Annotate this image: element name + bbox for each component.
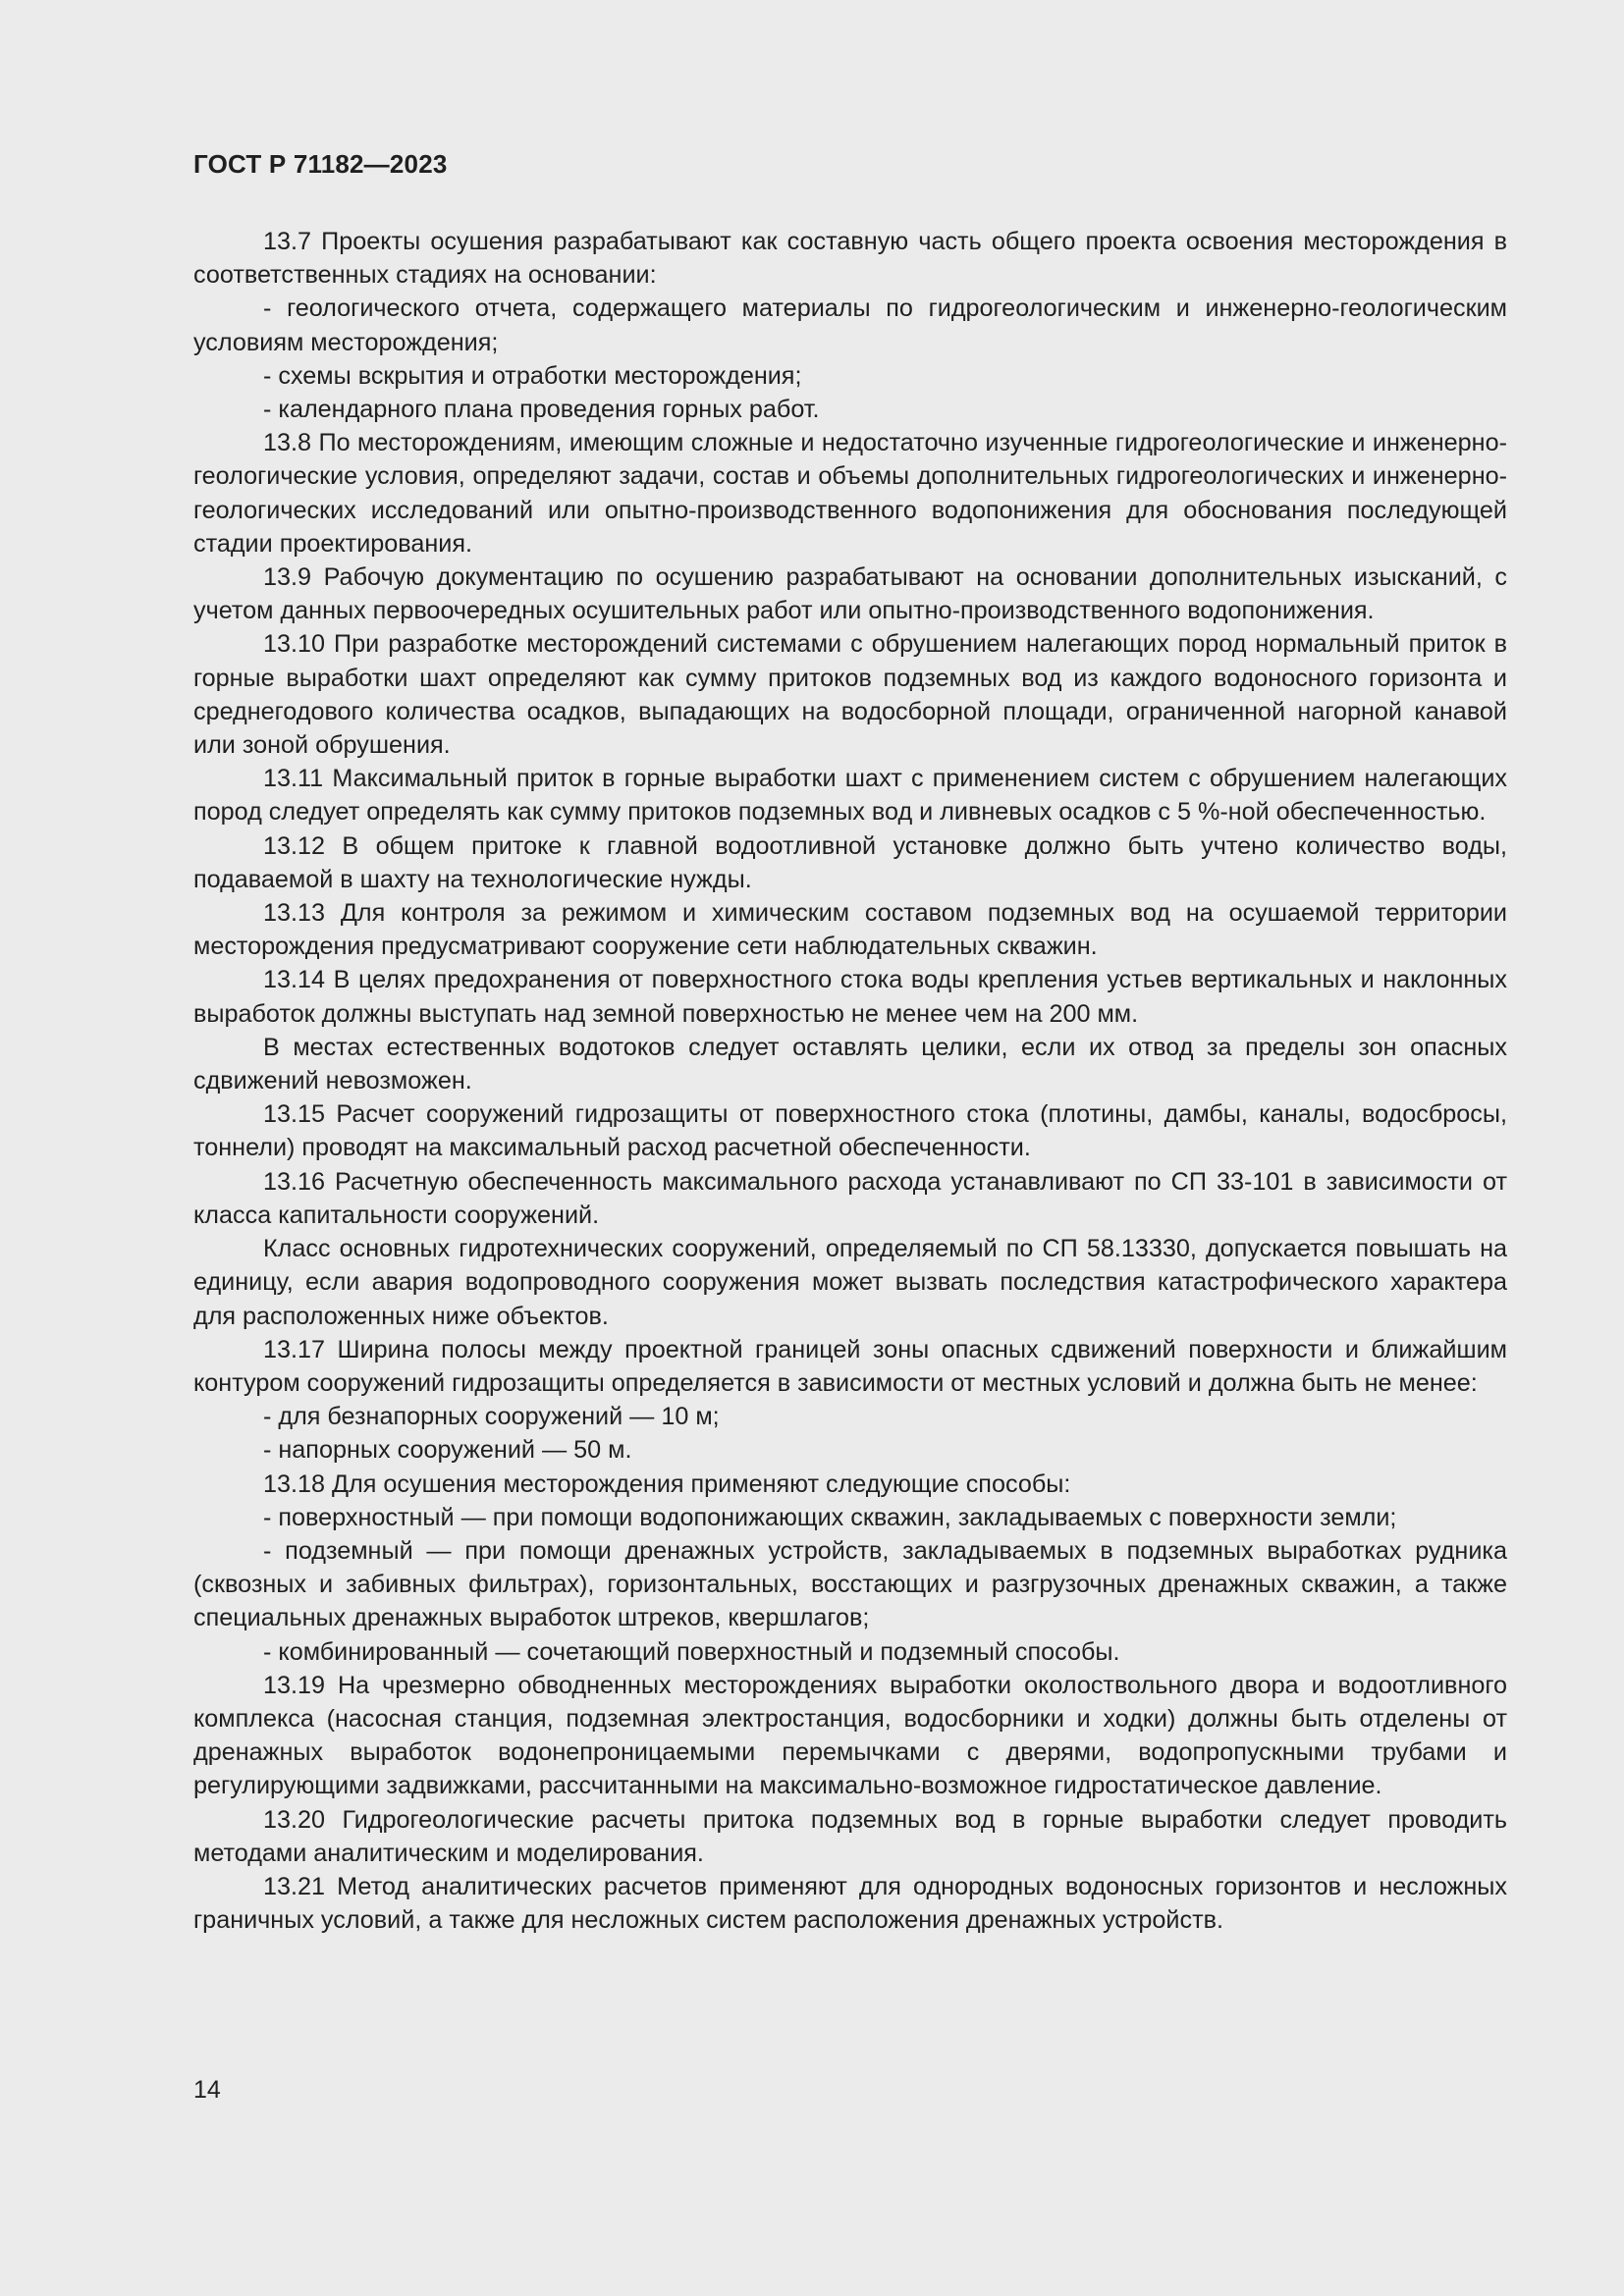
page-number: 14: [193, 2076, 221, 2104]
list-item: - поверхностный — при помощи водопонижающих скважин, закладываемых с поверхности земли;: [263, 1503, 1397, 1531]
clause-13-17: 13.17 Ширина полосы между проектной границей зоны опасных сдвижений поверхности и ближайшим контуром сооружений гидрозащиты определяется в зависимости от местных условий и должна быть не менее:: [193, 1335, 1507, 1397]
list-item: - схемы вскрытия и отработки месторождения;: [263, 361, 802, 390]
clause-13-19: 13.19 На чрезмерно обводненных месторождениях выработки околоствольного двора и водоотливного комплекса (насосная станция, подземная электростанция, водосборники и ходки) должны быть отделены от дренажных выработок водонепроницаемыми перемычками с дверями, водопропускными трубами и регулирующими задвижками, рассчитанными на максимально-возможное гидростатическое давление.: [193, 1671, 1507, 1800]
list-item: - напорных сооружений — 50 м.: [263, 1436, 632, 1465]
clause-13-14: 13.14 В целях предохранения от поверхностного стока воды крепления устьев вертикальных и наклонных выработок должны выступать над земной поверхностью не менее чем на 200 мм.: [193, 966, 1507, 1028]
clause-13-7: 13.7 Проекты осушения разрабатывают как составную часть общего проекта освоения месторождения в соответственных стадиях на основании:: [193, 228, 1507, 290]
clause-13-13: 13.13 Для контроля за режимом и химическим составом подземных вод на осушаемой территории месторождения предусматривают сооружение сети наблюдательных скважин.: [193, 899, 1507, 961]
clause-13-18: 13.18 Для осушения месторождения применяют следующие способы:: [263, 1469, 1071, 1498]
clause-13-11: 13.11 Максимальный приток в горные выработки шахт с применением систем с обрушением налегающих пород следует определять как сумму притоков подземных вод и ливневых осадков с 5 %-ной обеспеченностью.: [193, 765, 1507, 827]
clause-13-14-note: В местах естественных водотоков следует оставлять целики, если их отвод за пределы зон опасных сдвижений невозможен.: [193, 1033, 1507, 1095]
list-item: - для безнапорных сооружений — 10 м;: [263, 1403, 720, 1431]
document-body: [193, 225, 1507, 1937]
clause-13-21: 13.21 Метод аналитических расчетов применяют для однородных водоносных горизонтов и несложных граничных условий, а также для несложных систем расположения дренажных устройств.: [193, 1872, 1507, 1935]
list-item: - геологического отчета, содержащего материалы по гидрогеологическим и инженерно-геологическим условиям месторождения;: [193, 294, 1507, 356]
list-item: - подземный — при помощи дренажных устройств, закладываемых в подземных выработках рудника (сквозных и забивных фильтрах), горизонтальных, восстающих и разгрузочных дренажных скважин, а также специальных дренажных выработок штреков, квершлагов;: [193, 1536, 1507, 1632]
clause-13-9: 13.9 Рабочую документацию по осушению разрабатывают на основании дополнительных изысканий, с учетом данных первоочередных осушительных работ или опытно-производственного водопонижения.: [193, 563, 1507, 625]
clause-13-16: 13.16 Расчетную обеспеченность максимального расхода устанавливают по СП 33-101 в зависимости от класса капитальности сооружений.: [193, 1167, 1507, 1229]
list-item: - календарного плана проведения горных работ.: [263, 396, 820, 424]
clause-13-10: 13.10 При разработке месторождений системами с обрушением налегающих пород нормальный приток в горные выработки шахт определяют как сумму притоков подземных вод из каждого водоносного горизонта и среднегодового количества осадков, выпадающих на водосборной площади, ограниченной нагорной канавой или зоной обрушения.: [193, 630, 1507, 760]
clause-13-8: 13.8 По месторождениям, имеющим сложные и недостаточно изученные гидрогеологические и инженерно-геологические условия, определяют задачи, состав и объемы дополнительных гидрогеологических и инженерно-геологических исследований или опытно-производственного водопонижения для обоснования последующей стадии проектирования.: [193, 429, 1507, 558]
clause-13-15: 13.15 Расчет сооружений гидрозащиты от поверхностного стока (плотины, дамбы, каналы, водосбросы, тоннели) проводят на максимальный расход расчетной обеспеченности.: [193, 1100, 1507, 1162]
clause-13-16-note: Класс основных гидротехнических сооружений, определяемый по СП 58.13330, допускается повышать на единицу, если авария водопроводного сооружения может вызвать последствия катастрофического характера для расположенных ниже объектов.: [193, 1235, 1507, 1330]
list-item: - комбинированный — сочетающий поверхностный и подземный способы.: [263, 1637, 1120, 1666]
clause-13-20: 13.20 Гидрогеологические расчеты притока подземных вод в горные выработки следует проводить методами аналитическим и моделирования.: [193, 1805, 1507, 1867]
document-header: ГОСТ Р 71182—2023: [193, 149, 448, 179]
clause-13-12: 13.12 В общем притоке к главной водоотливной установке должно быть учтено количество воды, подаваемой в шахту на технологические нужды.: [193, 831, 1507, 893]
